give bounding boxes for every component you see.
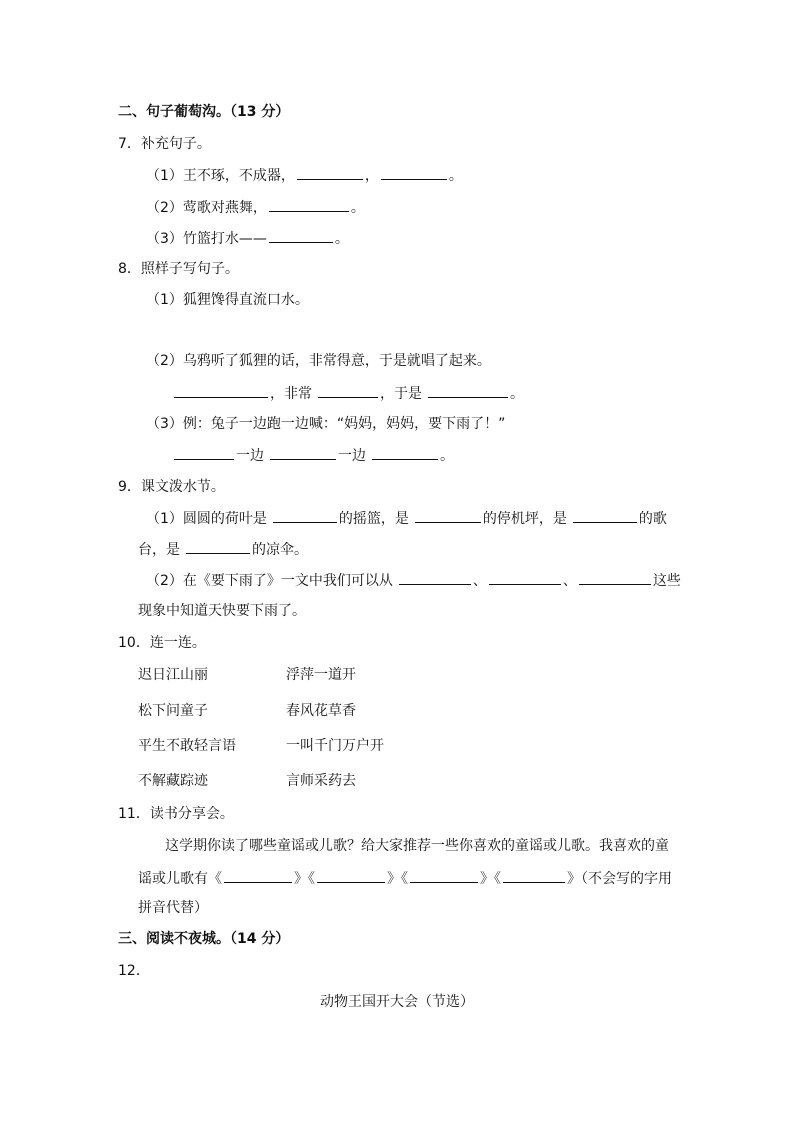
text: 。: [350, 200, 365, 216]
match-left-item[interactable]: 迟日江山丽: [138, 667, 208, 683]
question-line: （2）乌鸦听了狐狸的话，非常得意，于是就唱了起来。: [146, 353, 491, 369]
answer-blank[interactable]: [410, 868, 478, 883]
question-line: [146, 228, 349, 249]
question-line: [146, 165, 463, 186]
text: （1）圆圆的荷叶是: [146, 511, 267, 527]
text: 谣或儿歌有《: [138, 871, 222, 887]
question-line: （1）狐狸馋得直流口水。: [146, 292, 309, 308]
match-left-item[interactable]: 不解藏踪迹: [138, 773, 208, 789]
question-line: [146, 570, 681, 591]
section-heading: 二、句子葡萄沟。（13 分）: [118, 104, 290, 120]
text: 》（不会写的字用: [567, 871, 672, 887]
text: 的凉伞。: [252, 542, 308, 558]
text: 》《: [480, 871, 501, 887]
text: （2）莺歌对燕舞，: [146, 200, 267, 216]
question-title: 9．课文泼水节。: [118, 479, 225, 495]
match-right-item[interactable]: 春风花草香: [286, 703, 356, 719]
answer-blank[interactable]: [573, 508, 637, 523]
text: 。: [510, 386, 524, 402]
question-title: 10．连一连。: [118, 635, 206, 651]
text: （1）王不琢，不成器，: [146, 168, 295, 184]
text: 一边: [236, 448, 264, 464]
text: 一边: [338, 448, 366, 464]
answer-blank[interactable]: [372, 445, 438, 460]
text: 。: [448, 168, 463, 184]
question-title: 11．读书分享会。: [118, 806, 234, 822]
question-title: 8．照样子写句子。: [118, 261, 239, 277]
answer-blank[interactable]: [318, 383, 378, 398]
paragraph-line: 这学期你读了哪些童谣或儿歌？给大家推荐一些你喜欢的童谣或儿歌。我喜欢的童: [165, 838, 669, 854]
answer-blank[interactable]: [224, 868, 292, 883]
article-title: 动物王国开大会（节选）: [320, 994, 474, 1010]
question-title: 7．补充句子。: [118, 136, 211, 152]
text: 。: [334, 231, 349, 247]
answer-blank[interactable]: [270, 445, 336, 460]
answer-blank[interactable]: [428, 383, 508, 398]
text: 、: [562, 573, 577, 589]
match-right-item[interactable]: 言师采药去: [286, 773, 356, 789]
match-left-item[interactable]: 松下问童子: [138, 703, 208, 719]
answer-blank[interactable]: [269, 228, 333, 243]
text: 》《: [294, 871, 315, 887]
answer-blank[interactable]: [174, 383, 268, 398]
text: 这些: [652, 573, 681, 589]
text: ，非常: [270, 386, 312, 402]
question-line: [172, 383, 524, 404]
text: 。: [440, 448, 454, 464]
paragraph-line: 拼音代替）: [138, 900, 208, 916]
text: 的摇篮，是: [338, 511, 409, 527]
text: 》《: [387, 871, 408, 887]
answer-blank[interactable]: [317, 868, 385, 883]
text: ，: [364, 168, 379, 184]
text: 的停机坪，是: [482, 511, 567, 527]
answer-blank[interactable]: [186, 539, 250, 554]
question-line: 现象中知道天快要下雨了。: [138, 603, 306, 619]
text: （2）在《要下雨了》一文中我们可以从: [146, 573, 393, 589]
answer-blank[interactable]: [297, 165, 363, 180]
text: 台，是: [138, 542, 180, 558]
question-line: [146, 197, 365, 218]
match-right-item[interactable]: 一叫千门万户开: [286, 738, 384, 754]
answer-blank[interactable]: [399, 570, 471, 585]
match-right-item[interactable]: 浮萍一道开: [286, 667, 356, 683]
text: ，于是: [380, 386, 422, 402]
answer-blank[interactable]: [381, 165, 447, 180]
answer-blank[interactable]: [273, 508, 337, 523]
text: 的歌: [638, 511, 667, 527]
match-left-item[interactable]: 平生不敢轻言语: [138, 738, 236, 754]
answer-blank[interactable]: [415, 508, 481, 523]
question-line: [138, 539, 308, 560]
text: 、: [472, 573, 487, 589]
question-line: [172, 445, 454, 466]
answer-blank[interactable]: [503, 868, 565, 883]
answer-blank[interactable]: [269, 197, 349, 212]
question-line: （3）例：兔子一边跑一边喊：“妈妈，妈妈，要下雨了！”: [146, 416, 506, 432]
answer-blank[interactable]: [174, 445, 234, 460]
answer-blank[interactable]: [579, 570, 651, 585]
answer-blank[interactable]: [489, 570, 561, 585]
text: （3）竹篮打水——: [146, 231, 267, 247]
section-heading: 三、阅读不夜城。（14 分）: [118, 931, 290, 947]
question-line: [146, 508, 667, 529]
paragraph-line: [138, 868, 672, 889]
question-title: 12．: [118, 963, 150, 979]
